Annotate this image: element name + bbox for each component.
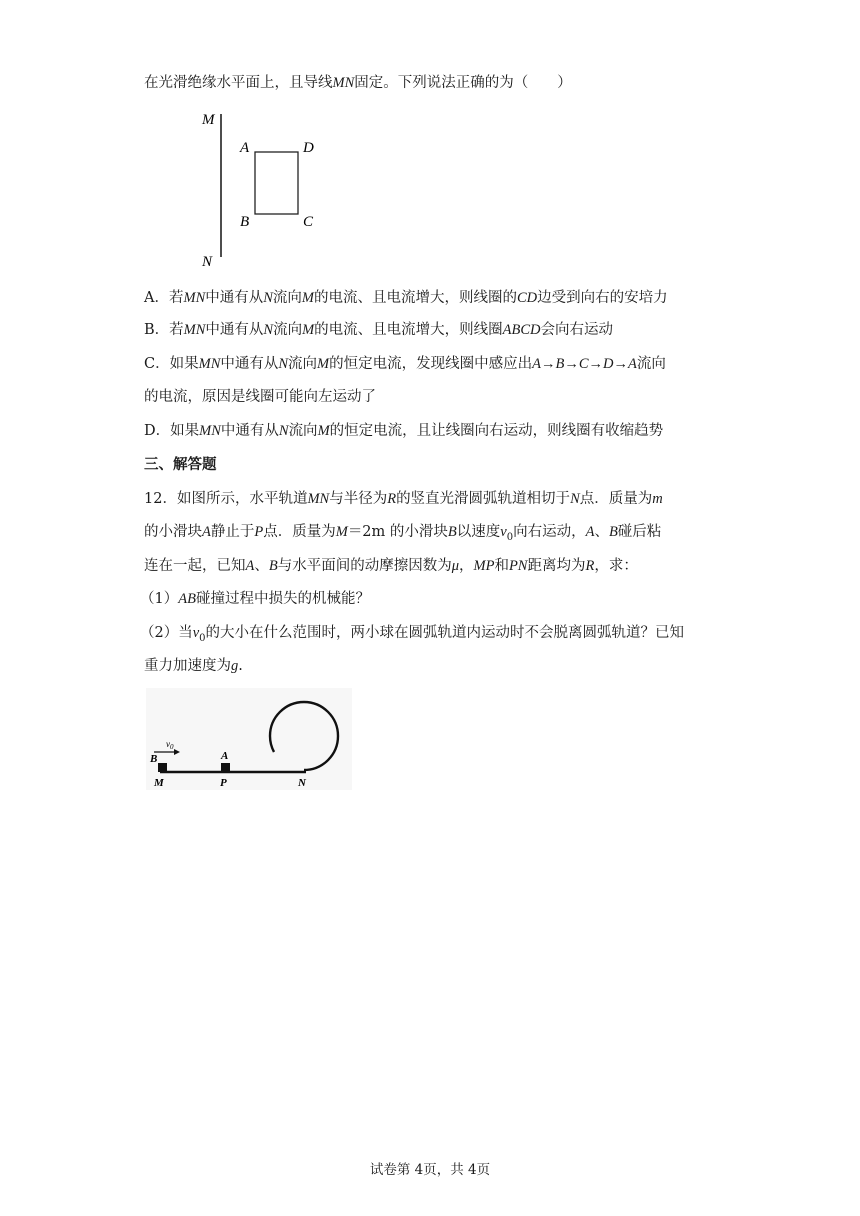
q12-sub-1: （1）AB碰撞过程中损失的机械能？	[140, 591, 370, 607]
label-n-fig: N	[298, 777, 306, 789]
figure-background	[146, 688, 352, 790]
option-d: D．如果MN中通有从N流向M的恒定电流，且让线圈向右运动，则线圈有收缩趋势	[144, 423, 664, 439]
q12-line-2: 的小滑块A静止于P点．质量为M＝2m 的小滑块B以速度$v_0$向右运动，A、B碰后粘	[144, 524, 662, 543]
label-v0: $v_0$	[166, 739, 174, 751]
label-b: B	[240, 214, 250, 230]
option-a: A．若MN中通有从N流向M的电流、且电流增大，则线圈的CD边受到向右的安培力	[144, 290, 668, 306]
q11-figure	[190, 102, 330, 272]
option-c-continued: 的电流，原因是线圈可能向左运动了	[144, 389, 376, 405]
q12-figure	[146, 688, 352, 790]
label-a-fig: A	[221, 750, 229, 762]
label-d: D	[303, 140, 314, 156]
label-m-fig: M	[154, 777, 164, 789]
q12-line-3: 连在一起，已知A、B与水平面间的动摩擦因数为μ，MP和PN距离均为R，求：	[144, 558, 638, 574]
label-m: M	[202, 112, 215, 128]
page-footer: 试卷第 4页，共 4页	[369, 1162, 491, 1178]
label-p-fig: P	[220, 777, 227, 789]
block-a	[221, 763, 230, 772]
block-b	[158, 763, 167, 772]
label-n: N	[202, 254, 213, 270]
option-c: C．如果MN中通有从N流向M的恒定电流，发现线圈中感应出A→B→C→D→A流向	[144, 356, 666, 372]
label-b-fig: B	[150, 753, 158, 765]
loop-abcd	[255, 152, 298, 214]
q11-stem-tail: 在光滑绝缘水平面上，且导线MN固定。下列说法正确的为（ ）	[144, 75, 572, 91]
label-a: A	[240, 140, 250, 156]
q12-sub-2-continued: 重力加速度为g.	[144, 658, 243, 674]
q12-sub-2: （2）当$v_0$的大小在什么范围时，两小球在圆弧轨道内运动时不会脱离圆弧轨道？已知	[140, 625, 685, 644]
label-c: C	[303, 214, 314, 230]
section-title: 三、解答题	[144, 456, 217, 473]
q12-line-1: 12．如图所示，水平轨道MN与半径为R的竖直光滑圆弧轨道相切于N点．质量为m	[144, 491, 663, 507]
option-b: B．若MN中通有从N流向M的电流、且电流增大，则线圈ABCD会向右运动	[144, 322, 614, 338]
